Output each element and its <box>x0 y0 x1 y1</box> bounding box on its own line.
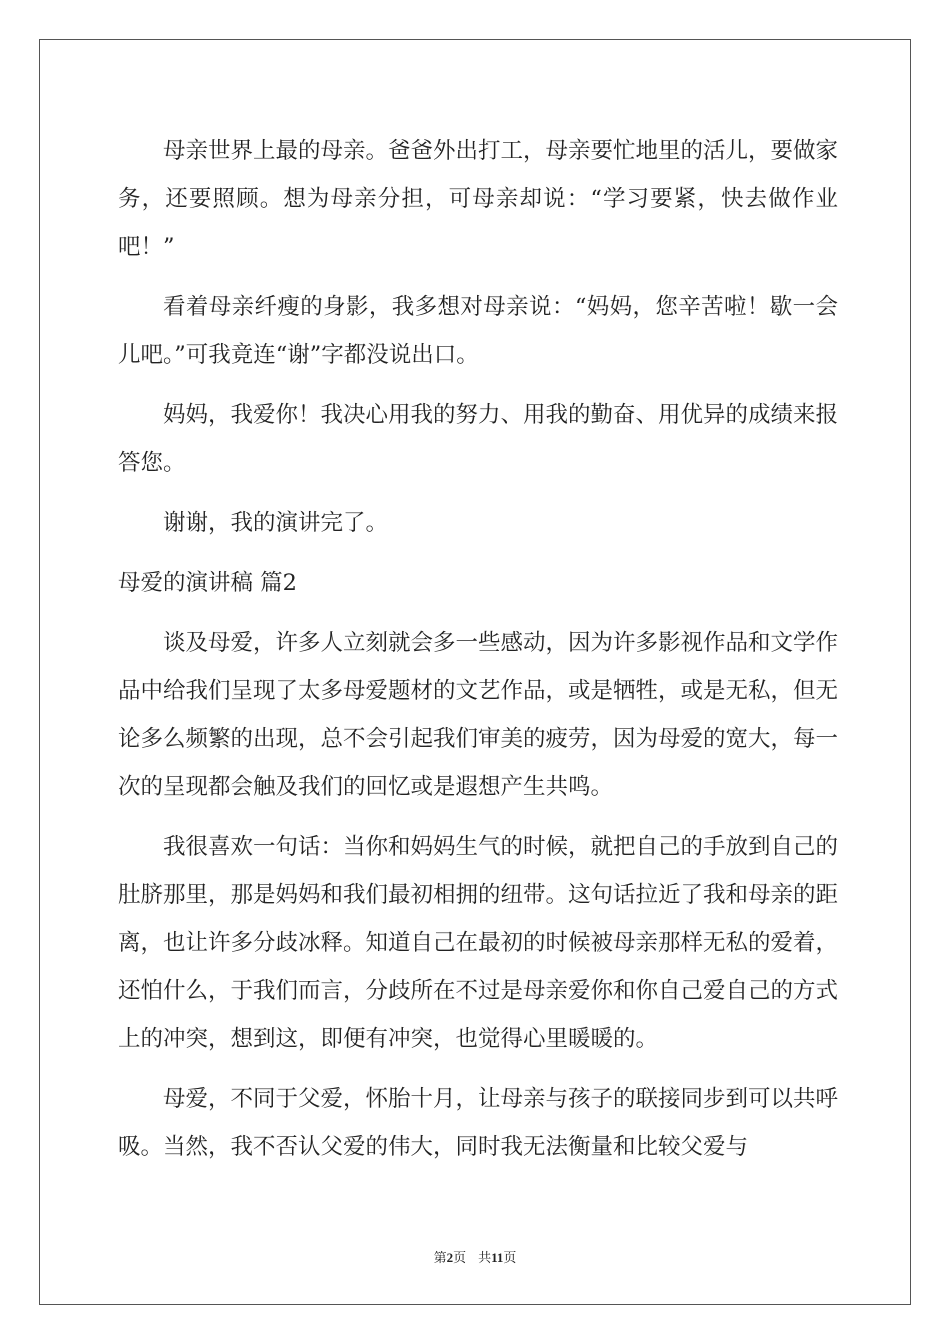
paragraph: 母爱，不同于父爱，怀胎十月，让母亲与孩子的联接同步到可以共呼吸。当然，我不否认父爱的伟大，同时我无法衡量和比较父爱与 <box>118 1086 839 1160</box>
total-prefix: 共 <box>478 1251 492 1266</box>
paragraph: 看着母亲纤瘦的身影，我多想对母亲说：“妈妈，您辛苦啦！歇一会儿吧。”可我竟连“谢”字都没说出口。 <box>118 294 838 368</box>
page-total: 11 <box>491 1250 504 1265</box>
paragraph: 谢谢，我的演讲完了。 <box>163 510 389 536</box>
page-suffix: 页 <box>453 1251 467 1266</box>
paragraph: 谈及母爱，许多人立刻就会多一些感动，因为许多影视作品和文学作品中给我们呈现了太多母爱题材的文艺作品，或是牺牲，或是无私，但无论多么频繁的出现，总不会引起我们审美的疲劳，因为母爱的宽大，每一次的呈现都会触及我们的回忆或是遐想产生共鸣。 <box>118 630 839 800</box>
total-suffix: 页 <box>503 1251 517 1266</box>
page-prefix: 第 <box>433 1251 447 1266</box>
paragraph: 妈妈，我爱你！我决心用我的努力、用我的勤奋、用优异的成绩来报答您。 <box>118 402 839 476</box>
section-heading: 母爱的演讲稿 篇2 <box>118 570 297 596</box>
paragraph: 我很喜欢一句话：当你和妈妈生气的时候，就把自己的手放到自己的肚脐那里，那是妈妈和我们最初相拥的纽带。这句话拉近了我和母亲的距离，也让许多分歧冰释。知道自己在最初的时候被母亲那样无私的爱着，还怕什么，于我们而言，分歧所在不过是母亲爱你和你自己爱自己的方式上的冲突，想到这，即便有冲突，也觉得心里暖暖的。 <box>118 834 839 1052</box>
paragraph: 母亲世界上最的母亲。爸爸外出打工，母亲要忙地里的活儿，要做家务，还要照顾。想为母亲分担，可母亲却说：“学习要紧，快去做作业吧！” <box>118 138 839 260</box>
page-number: 2 <box>446 1250 454 1265</box>
document-body <box>118 127 838 1183</box>
page-footer <box>0 1247 950 1266</box>
